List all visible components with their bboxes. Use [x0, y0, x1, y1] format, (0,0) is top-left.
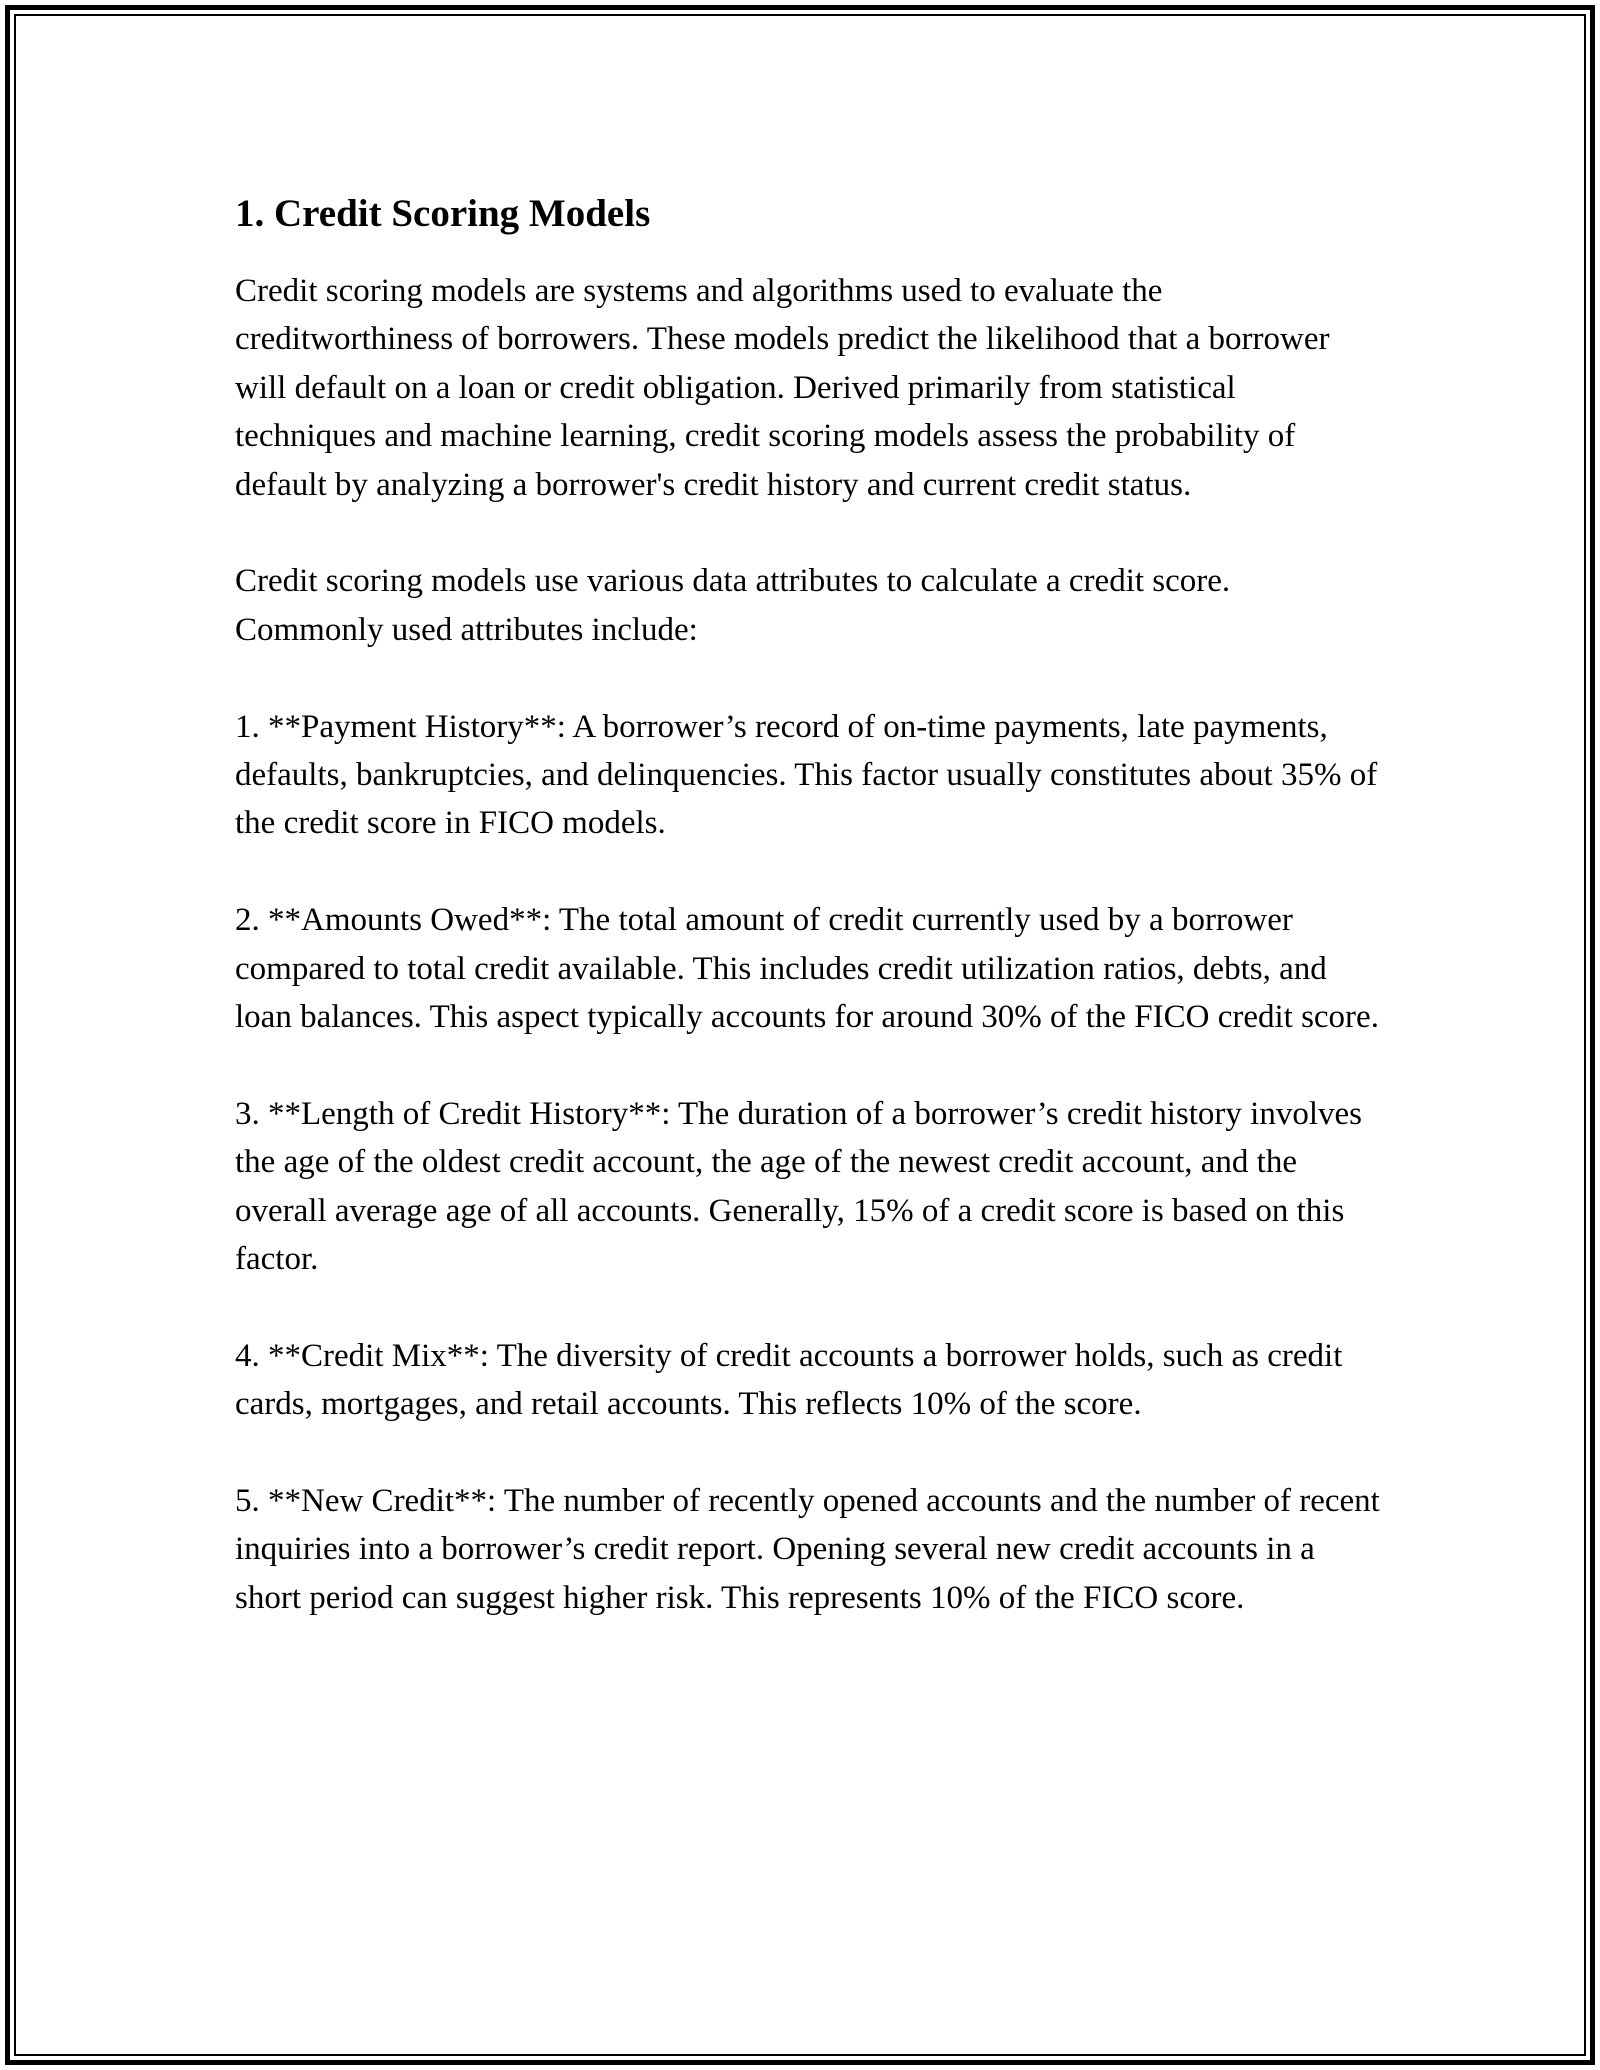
- intro-paragraph: Credit scoring models are systems and algorithms used to evaluate the creditworthiness of borrowers. These models predict the likelihood that a borrower will default on a loan or credit obligation. Derived primarily from statistical techniques and machine learning, credit scoring models assess the probability of default by analyzing a borrower's credit history and current credit status.: [235, 273, 1330, 503]
- list-item-payment-history: 1. **Payment History**: A borrower’s record of on-time payments, late payments, defaults, bankruptcies, and delinquencies. This factor usually constitutes about 35% of the credit score in FICO models.: [235, 708, 1378, 842]
- list-item-new-credit: 5. **New Credit**: The number of recently opened accounts and the number of recent inquiries into a borrower’s credit report. Opening several new credit accounts in a short period can suggest higher risk. This represents 10% of the FICO score.: [235, 1483, 1380, 1616]
- attributes-intro-paragraph: Credit scoring models use various data attributes to calculate a credit score. Commonly used attributes include:: [235, 563, 1231, 648]
- list-item-credit-mix: 4. **Credit Mix**: The diversity of credit accounts a borrower holds, such as credit cards, mortgages, and retail accounts. This reflects 10% of the score.: [235, 1337, 1343, 1423]
- document-body: [235, 185, 1385, 1671]
- section-heading: 1. Credit Scoring Models: [235, 192, 651, 235]
- list-item-length-of-credit-history: 3. **Length of Credit History**: The duration of a borrower’s credit history involves the age of the oldest credit account, the age of the newest credit account, and the overall average age of all accounts. Generally, 15% of a credit score is based on this factor.: [235, 1095, 1362, 1278]
- list-item-amounts-owed: 2. **Amounts Owed**: The total amount of credit currently used by a borrower compared to total credit available. This includes credit utilization ratios, debts, and loan balances. This aspect typically accounts for around 30% of the FICO credit score.: [235, 902, 1379, 1036]
